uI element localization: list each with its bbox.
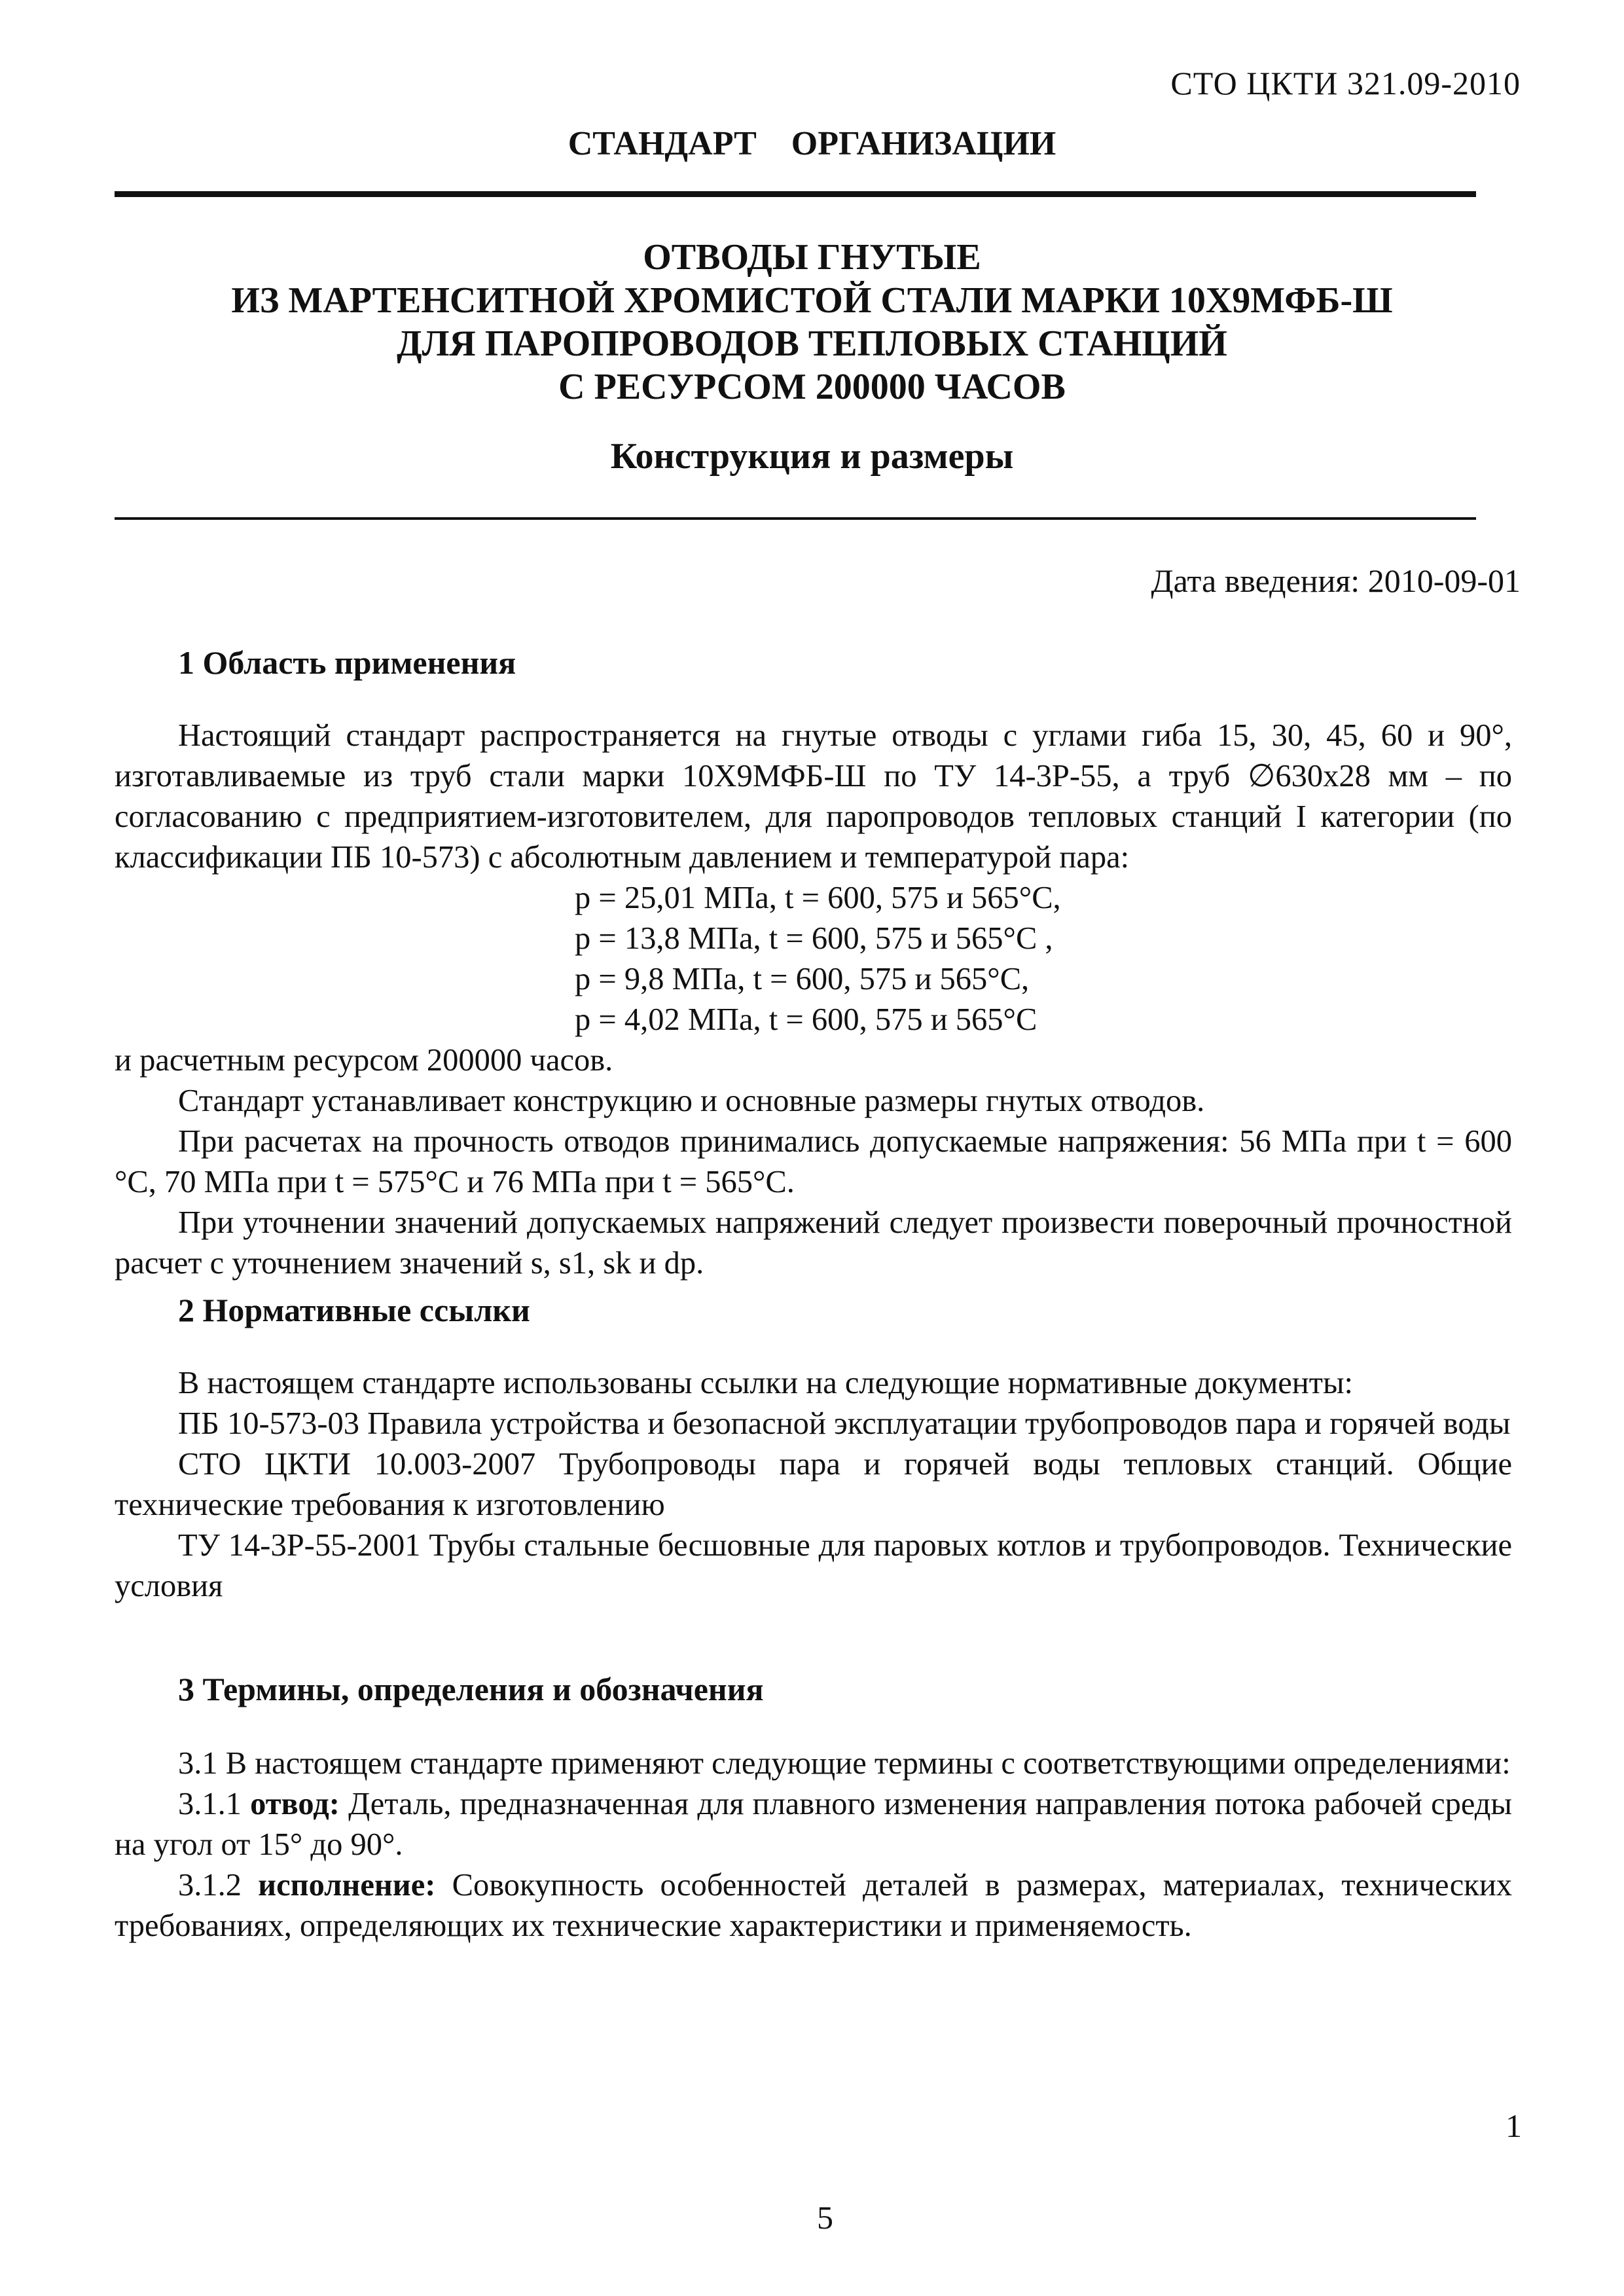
reference-sto: СТО ЦКТИ 10.003-2007 Трубопроводы пара и горячей воды тепловых станций. Общие технические требования к изготовлению xyxy=(115,1447,1512,1522)
term-bend-definition: Деталь, предназначенная для плавного изменения направления потока рабочей среды на угол от 15° до 90°. xyxy=(115,1787,1513,1862)
title-line-3: ДЛЯ ПАРОПРОВОДОВ ТЕПЛОВЫХ СТАНЦИЙ xyxy=(397,323,1227,364)
section-1-scope-text: Настоящий стандарт распространяется на гнутые отводы с углами гиба 15, 30, 45, 60 и 90°, изготавливаемые из труб стали марки 10Х9МФБ-Ш по ТУ 14-3Р-55, а труб ∅630х28 мм – по согласованию с предприятием-изготовителем, для паропроводов тепловых станций I категории (по классификации ПБ 10-573) с абсолютным давлением и температурой пара: xyxy=(115,718,1512,875)
title-divider xyxy=(115,517,1476,520)
term-version-number: 3.1.2 xyxy=(178,1868,242,1903)
document-title xyxy=(0,236,1624,409)
verification-text: При уточнении значений допускаемых напряжений следует произвести поверочный прочностной расчет с уточнением значений s, s1, sk и dp. xyxy=(115,1205,1512,1281)
document-subtitle: Конструкция и размеры xyxy=(610,436,1014,477)
reference-tu: ТУ 14-3Р-55-2001 Трубы стальные бесшовные для паровых котлов и трубопроводов. Технические условия xyxy=(115,1528,1512,1603)
reference-pb: ПБ 10-573-03 Правила устройства и безопасной эксплуатации трубопроводов пара и горячей воды xyxy=(178,1406,1511,1441)
section-3-body xyxy=(115,1743,1512,1946)
terms-intro: 3.1 В настоящем стандарте применяют следующие термины с соответствующими определениями: xyxy=(178,1746,1511,1781)
term-bend-name: отвод: xyxy=(250,1787,340,1821)
standard-type-heading: СТАНДАРТ ОРГАНИЗАЦИИ xyxy=(568,125,1056,162)
section-1-para-rest xyxy=(115,1040,1512,1284)
term-bend-number: 3.1.1 xyxy=(178,1787,242,1821)
construction-text: Стандарт устанавливает конструкцию и основные размеры гнутых отводов. xyxy=(178,1084,1205,1118)
title-line-1: ОТВОДЫ ГНУТЫЕ xyxy=(643,237,981,278)
page-number-global: 5 xyxy=(817,2199,833,2236)
formula-line-4: p = 4,02 МПа, t = 600, 575 и 565°С xyxy=(575,1002,1038,1037)
stress-text: При расчетах на прочность отводов принимались допускаемые напряжения: 56 МПа при t = 600 °С, 70 МПа при t = 575°С и 76 МПа при t = 565°С. xyxy=(115,1124,1512,1199)
introduction-date: Дата введения: 2010-09-01 xyxy=(1151,562,1521,599)
references-intro: В настоящем стандарте использованы ссылки на следующие нормативные документы: xyxy=(178,1366,1354,1400)
formula-line-1: p = 25,01 МПа, t = 600, 575 и 565°С, xyxy=(575,881,1061,915)
section-2-body xyxy=(115,1363,1512,1607)
top-divider xyxy=(115,191,1476,197)
resource-text: и расчетным ресурсом 200000 часов. xyxy=(115,1043,613,1078)
term-version-name: исполнение: xyxy=(258,1868,436,1903)
term-version-definition: Совокупность особенностей деталей в размерах, материалах, технических требованиях, определяющих их технические характеристики и применяемость. xyxy=(115,1868,1513,1943)
term-bend xyxy=(115,1784,1512,1865)
title-line-2: ИЗ МАРТЕНСИТНОЙ ХРОМИСТОЙ СТАЛИ МАРКИ 10Х9МФБ-Ш xyxy=(231,280,1393,321)
section-2-heading: 2 Нормативные ссылки xyxy=(178,1292,530,1328)
formula-line-2: p = 13,8 МПа, t = 600, 575 и 565°С , xyxy=(575,921,1053,956)
term-version xyxy=(115,1865,1512,1946)
section-1-heading: 1 Область применения xyxy=(178,644,516,681)
title-line-4: С РЕСУРСОМ 200000 ЧАСОВ xyxy=(558,367,1066,407)
document-code: СТО ЦКТИ 321.09-2010 xyxy=(1170,65,1521,101)
formula-line-3: p = 9,8 МПа, t = 600, 575 и 565°С, xyxy=(575,962,1030,996)
section-1-para-1 xyxy=(115,716,1512,878)
page-number-local: 1 xyxy=(1506,2107,1522,2144)
section-3-heading: 3 Термины, определения и обозначения xyxy=(178,1671,764,1707)
